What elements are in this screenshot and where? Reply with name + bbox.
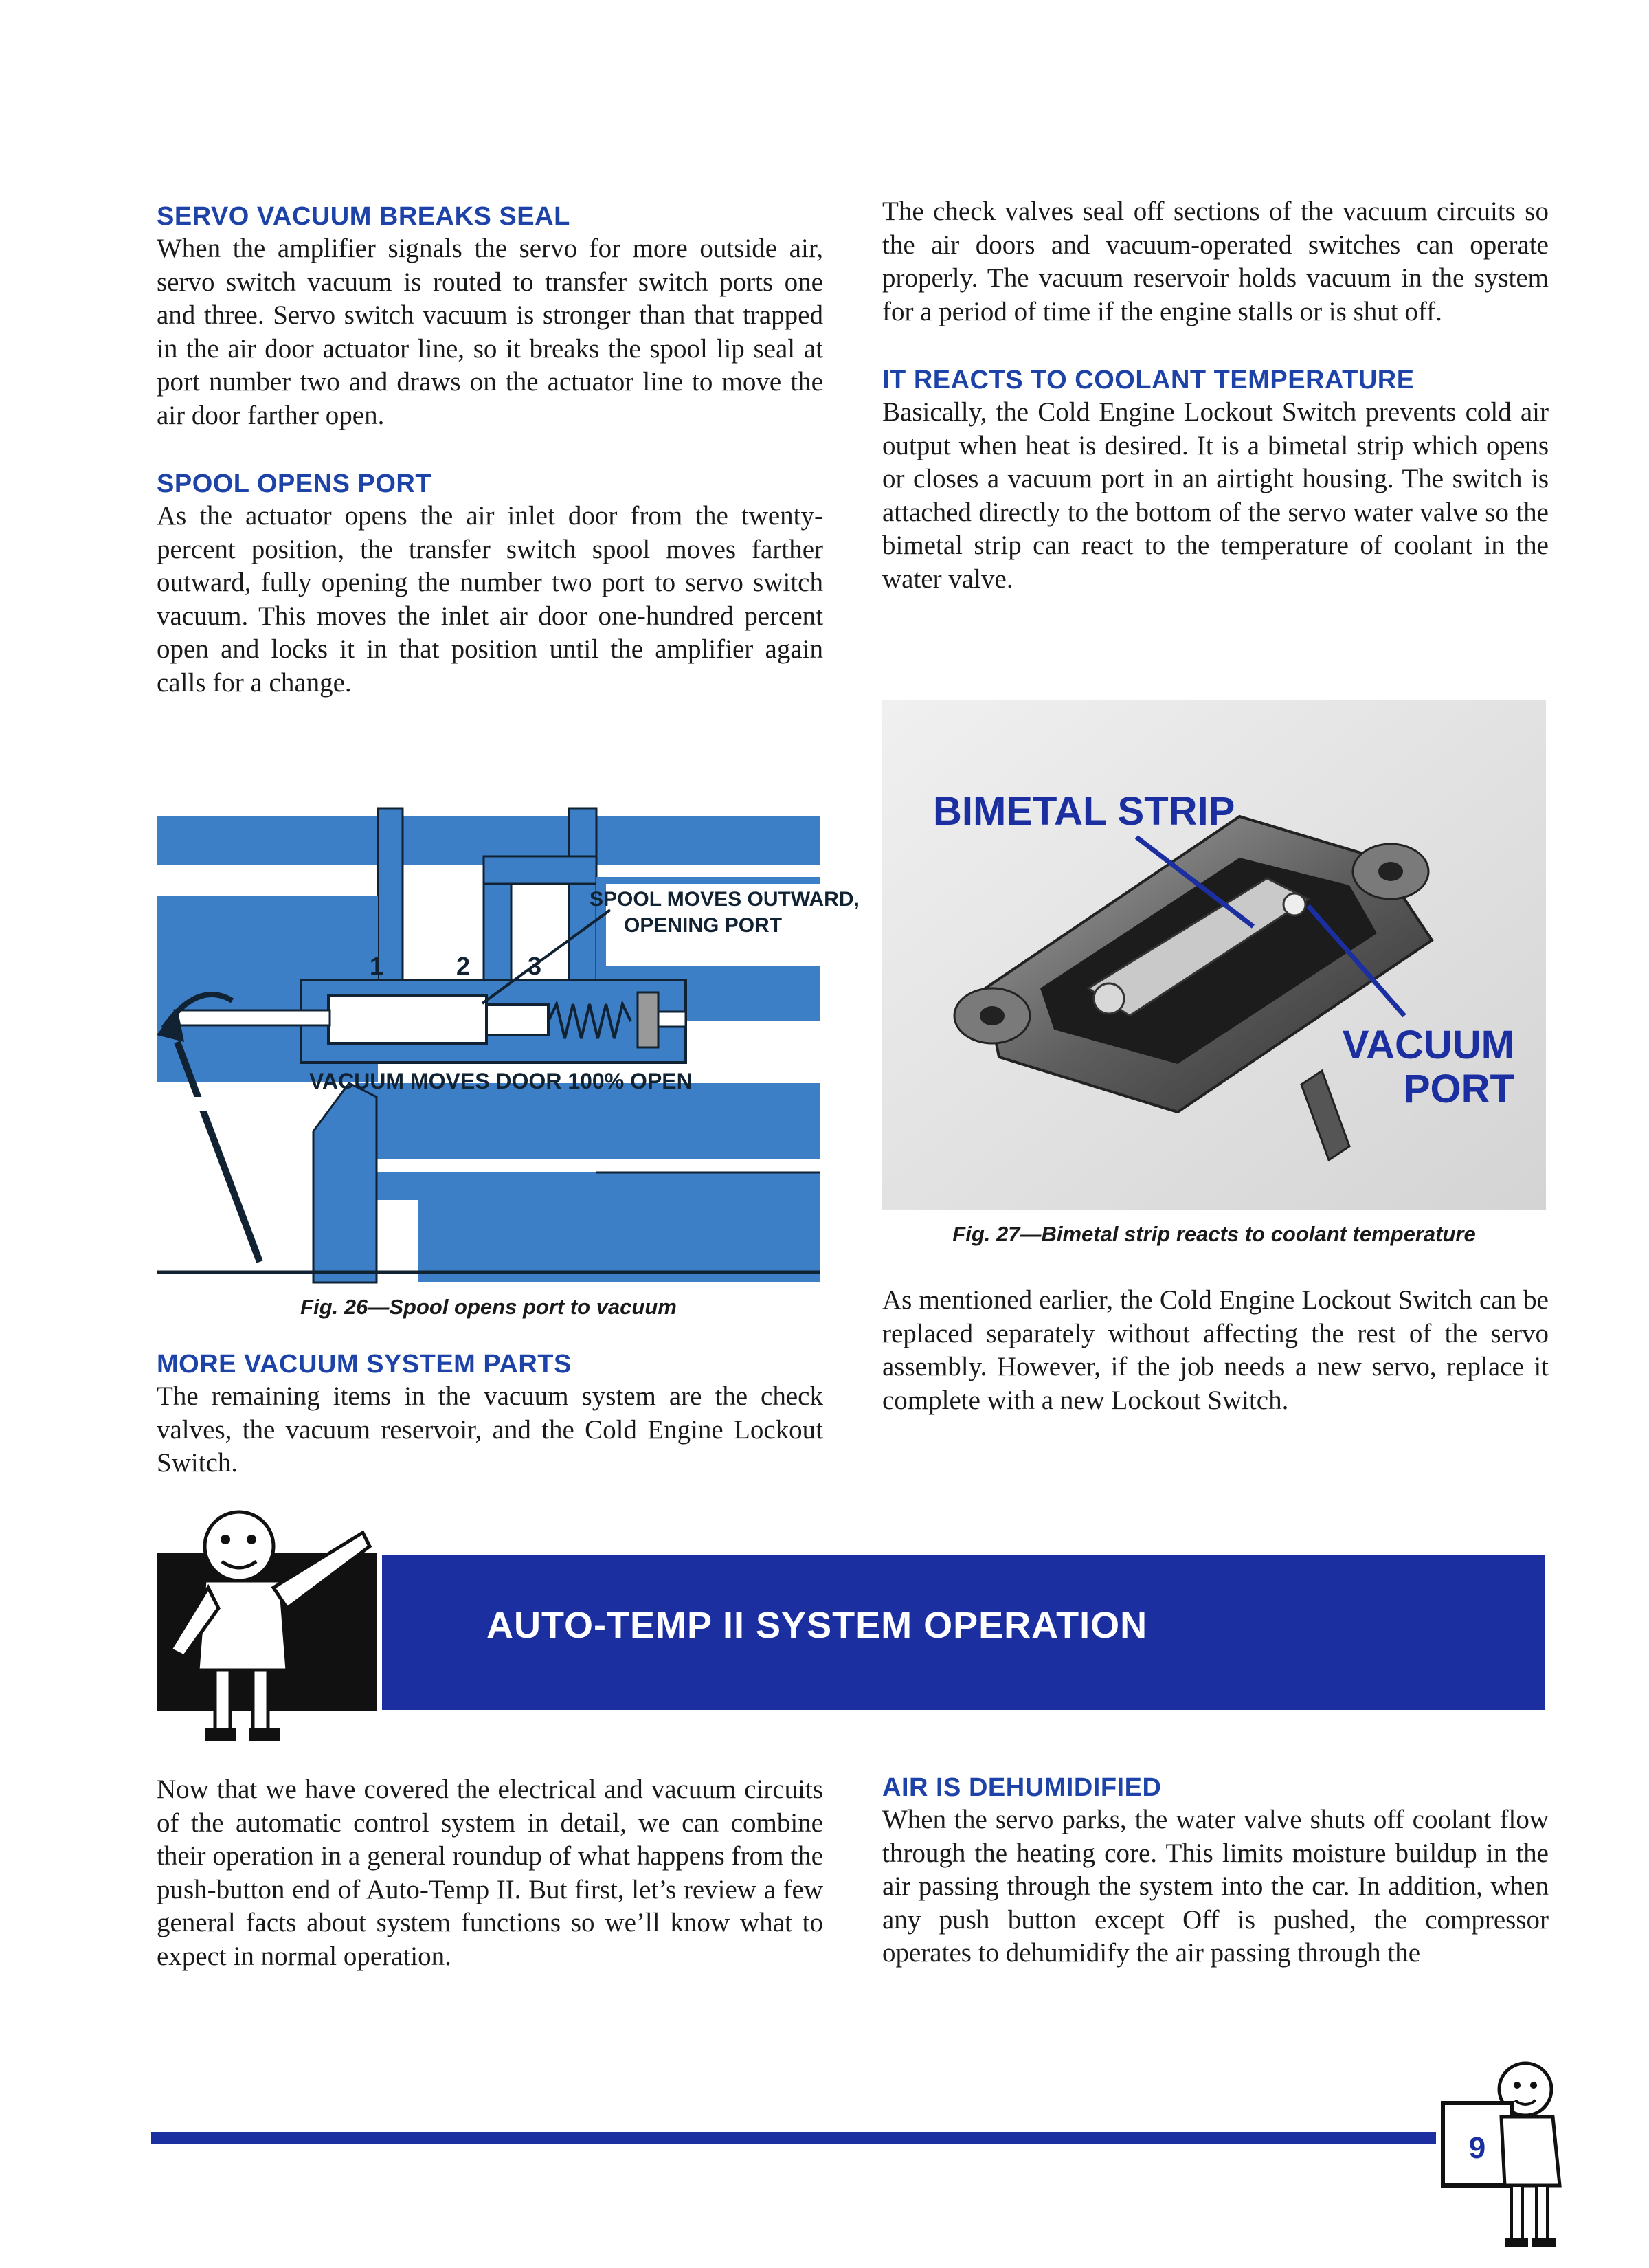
callout-line-1: SPOOL MOVES OUTWARD, — [590, 888, 860, 911]
vacuum-label: VACUUM — [1342, 1023, 1514, 1067]
spool-diagram — [157, 808, 860, 1282]
callout-line-2: OPENING PORT — [624, 914, 783, 937]
port-2-label: 2 — [456, 952, 471, 980]
section-heading: SPOOL OPENS PORT — [157, 469, 432, 498]
bottom-right-column — [882, 1772, 1549, 1970]
banner-title: AUTO-TEMP II SYSTEM OPERATION — [486, 1605, 1148, 1646]
figure-26-caption: Fig. 26—Spool opens port to vacuum — [300, 1295, 677, 1319]
section-body: As the actuator opens the air inlet door from the twenty-percent position, the transfer switch spool moves farther outward, fully opening the number two port to servo switch vacuum. This moves the inlet air door one-hundred percent open and locks it in that position until the amplifier again calls for a change. — [157, 501, 823, 698]
after-figure-body: As mentioned earlier, the Cold Engine Lockout Switch can be replaced separately without affecting the rest of the servo assembly. However, if the job needs a new servo, replace it complete with a new Lockout Switch. — [882, 1285, 1549, 1415]
section-body: Basically, the Cold Engine Lockout Switch prevents cold air output when heat is desired. It is a bimetal strip which opens or closes a vacuum port in an airtight housing. The switch is attached directly to the bottom of the servo water valve so the bimetal strip can react to the temperature of coolant in the water valve. — [882, 397, 1549, 594]
bottom-right-body: When the servo parks, the water valve shuts off coolant flow through the heating core. This limits moisture buildup in the air passing through the system into the car. In addition, when any push button except Off is pushed, the compressor operates to dehumidify the air passing through the — [882, 1805, 1549, 1968]
section-banner — [382, 1555, 1545, 1710]
bottom-left-body: Now that we have covered the electrical and vacuum circuits of the automatic control system in detail, we can combine their operation in a general roundup of what happens from the push-button end of Auto-Temp II. But first, let’s review a few general facts about system functions so we’ll know what to expect in normal operation. — [157, 1775, 823, 1971]
footer-rule — [151, 2132, 1436, 2144]
bimetal-strip-label: BIMETAL STRIP — [933, 789, 1235, 834]
bimetal-switch-photo — [882, 700, 1546, 1210]
pointing-mascot — [157, 1505, 377, 1753]
page-number: 9 — [1468, 2131, 1486, 2165]
mascot-illustration — [157, 1505, 377, 1753]
port-3-label: 3 — [528, 952, 542, 980]
intro-body: The check valves seal off sections of the vacuum circuits so the air doors and vacuum-operated switches can operate properly. The vacuum reservoir holds vacuum in the system for a period of time if the engine stalls or is shut off. — [882, 197, 1549, 326]
section-heading: SERVO VACUUM BREAKS SEAL — [157, 202, 570, 231]
bottom-left-column — [157, 1773, 823, 1973]
figure-27-photo — [882, 700, 1546, 1210]
section-heading: AIR IS DEHUMIDIFIED — [882, 1773, 1162, 1802]
left-column-more — [157, 1348, 823, 1480]
section-heading: IT REACTS TO COOLANT TEMPERATURE — [882, 366, 1415, 394]
section-body: The remaining items in the vacuum system are the check valves, the vacuum reservoir, and the Cold Engine Lockout Switch. — [157, 1381, 823, 1478]
right-column-after-figure — [882, 1284, 1549, 1417]
section-heading: MORE VACUUM SYSTEM PARTS — [157, 1350, 572, 1379]
right-column-top — [882, 195, 1549, 596]
port-1-label: 1 — [370, 952, 384, 980]
page-number-mascot — [1436, 2055, 1573, 2254]
left-column-top — [157, 201, 823, 700]
figure-27-caption: Fig. 27—Bimetal strip reacts to coolant temperature — [952, 1222, 1476, 1246]
section-body: When the amplifier signals the servo for more outside air, servo switch vacuum is routed to transfer switch ports one and three. Servo switch vacuum is stronger than that trapped in the air door actuator line, so it breaks the spool lip seal at port number two and draws on the actuator line to move the air door farther open. — [157, 234, 823, 430]
page-mascot-illustration — [1436, 2055, 1573, 2254]
port-label: PORT — [1403, 1067, 1514, 1111]
figure-26-diagram — [157, 808, 860, 1282]
bottom-label: VACUUM MOVES DOOR 100% OPEN — [309, 1069, 693, 1093]
